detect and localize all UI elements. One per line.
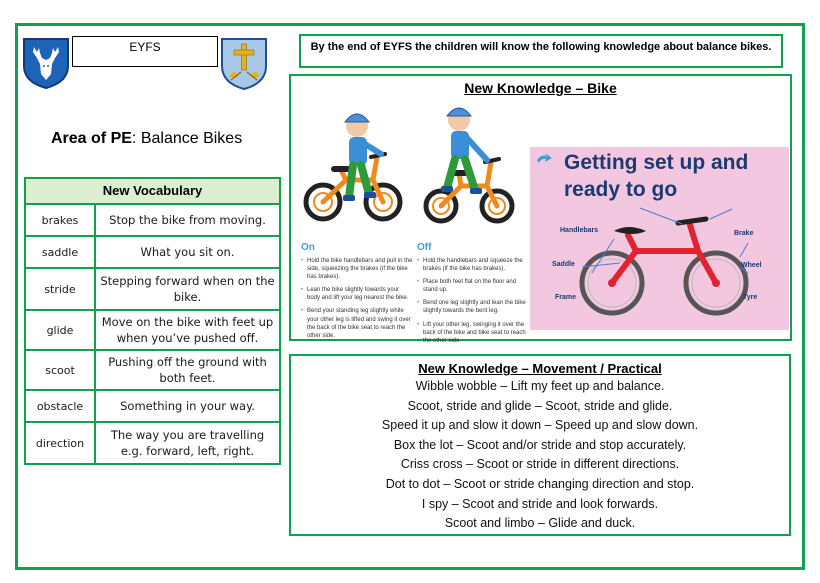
off-step: • Lift your other leg, swinging it over the back of the bike and bike seat to reach the other side.	[417, 321, 529, 345]
vocab-term: brakes	[26, 205, 96, 235]
off-label: Off	[417, 242, 432, 253]
on-step: • Lean the bike slightly towards your body and lift your leg nearest the bike.	[301, 286, 413, 302]
learning-statement: By the end of EYFS the children will know the following knowledge about balance bikes.	[299, 34, 783, 68]
area-of-pe-title	[51, 130, 242, 148]
movement-item: Box the lot – Scoot and/or stride and stop accurately.	[393, 437, 687, 452]
movement-item: Wibble wobble – Lift my feet up and balance.	[415, 379, 665, 393]
vocab-row-obstacle	[26, 391, 279, 423]
bike-knowledge-heading: New Knowledge – Bike	[464, 80, 617, 96]
on-instructions	[301, 242, 413, 345]
vocab-definition: Move on the bike with feet up when you’ve pushed off.	[101, 314, 274, 345]
area-prefix: Area of PE	[51, 130, 132, 147]
on-step: • Bend your standing leg slightly while your other leg is lifted and swing it over the back of the bike seat to reach the other side.	[301, 307, 413, 339]
vocab-row-scoot	[26, 351, 279, 391]
child-on-bike-illustration	[301, 102, 411, 232]
school-crest-cross-icon	[219, 36, 269, 92]
movement-knowledge-panel	[289, 354, 791, 536]
poster-title-line1: Getting set up and	[564, 151, 749, 174]
movement-item: Scoot, stride and glide – Scoot, stride and glide.	[407, 398, 673, 413]
arrow-icon	[535, 152, 553, 168]
movement-item: Dot to dot – Scoot or stride changing direction and stop.	[385, 476, 695, 491]
movement-item: I spy – Scoot and stride and look forwards.	[421, 496, 659, 511]
movement-item: Criss cross – Scoot or stride in different directions.	[400, 457, 680, 472]
school-crest-stag-icon	[21, 36, 71, 90]
vocab-row-saddle	[26, 237, 279, 269]
stage-label: EYFS	[72, 36, 218, 67]
vocab-definition: What you sit on.	[140, 244, 235, 259]
vocab-definition: The way you are travelling e.g. forward, left, right.	[110, 427, 265, 458]
vocab-term: scoot	[26, 351, 96, 389]
vocab-row-glide	[26, 311, 279, 351]
bike-knowledge-panel	[289, 74, 792, 344]
vocabulary-heading: New Vocabulary	[26, 179, 279, 205]
off-step: • Place both feet flat on the floor and stand up.	[417, 278, 529, 294]
child-off-bike-illustration	[417, 102, 527, 232]
poster-title-line2: ready to go	[564, 178, 678, 202]
movement-item: Scoot and limbo – Glide and duck.	[444, 516, 636, 531]
vocab-term: obstacle	[26, 391, 96, 421]
movement-list	[291, 377, 789, 534]
part-label-tyre: Tyre	[743, 294, 758, 301]
part-label-brake: Brake	[734, 230, 754, 237]
vocab-row-brakes	[26, 205, 279, 237]
on-label: On	[301, 242, 315, 253]
vocab-term: direction	[26, 423, 96, 463]
vocab-definition: Stepping forward when on the bike.	[100, 273, 275, 304]
area-suffix: : Balance Bikes	[131, 130, 243, 147]
on-step: • Hold the bike handlebars and pull in the side, squeezing the brakes (if the bike has brakes).	[301, 257, 413, 281]
bike-parts-poster	[530, 147, 789, 330]
movement-item: Speed it up and slow it down – Speed up and slow down.	[381, 418, 699, 433]
vocab-definition: Pushing off the ground with both feet.	[108, 354, 267, 385]
off-instructions	[417, 242, 529, 350]
vocabulary-table	[24, 177, 281, 465]
off-step: • Hold the handlebars and squeeze the brakes (if the bike has brakes).	[417, 257, 529, 273]
vocab-term: stride	[26, 269, 96, 309]
vocab-row-direction	[26, 423, 279, 463]
vocab-row-stride	[26, 269, 279, 311]
part-label-frame: Frame	[555, 294, 577, 301]
poster-title	[564, 149, 748, 204]
vocab-definition: Something in your way.	[120, 398, 255, 413]
on-off-poster	[299, 102, 529, 344]
part-label-handlebars: Handlebars	[560, 227, 599, 234]
vocab-term: glide	[26, 311, 96, 349]
movement-knowledge-heading: New Knowledge – Movement / Practical	[418, 361, 662, 376]
off-step: • Bend one leg slightly and lean the bike slightly towards the bent leg.	[417, 299, 529, 315]
vocab-term: saddle	[26, 237, 96, 267]
vocab-definition: Stop the bike from moving.	[109, 212, 266, 227]
part-label-saddle: Saddle	[552, 261, 575, 268]
part-label-wheel: Wheel	[741, 262, 762, 269]
